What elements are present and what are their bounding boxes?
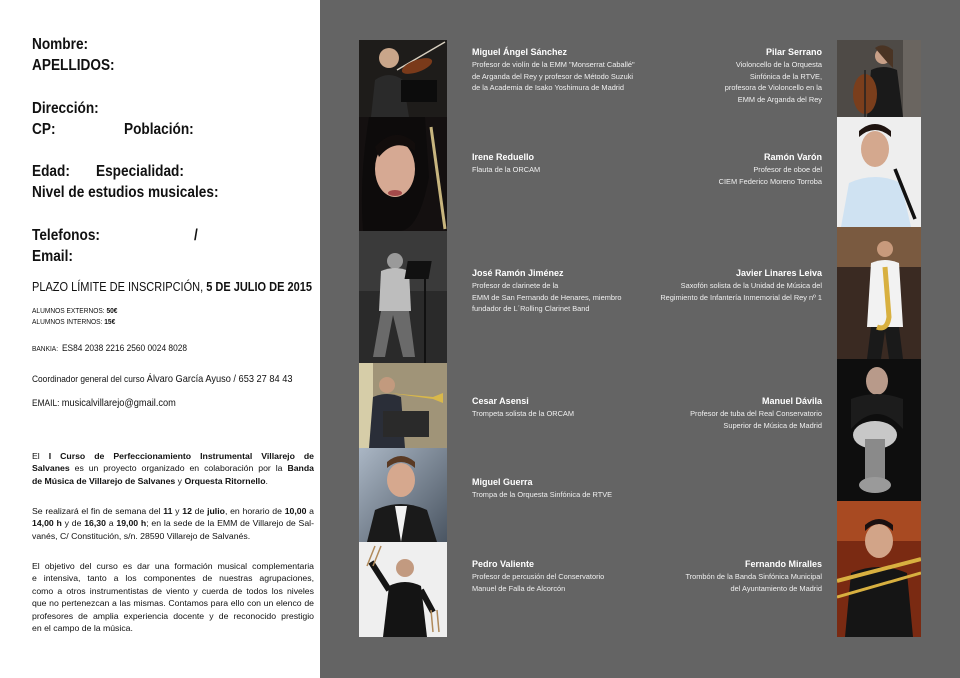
fee-internos-label: ALUMNOS INTERNOS: xyxy=(32,317,103,326)
teacher-description: Saxofón solista de la Unidad de Música del Regimiento de Infantería Inmemorial del Rey nº 1 xyxy=(660,281,822,302)
paragraph-schedule: Se realizará el fin de semana del 11 y 12 de julio, en horario de 10,00 a 14,00 h y de 16,30 a 19,00 h; en la sede de la EMM de Villarejo de Sal- vanés, C/ Constitución, s/n. 28590 Villarejo de Salvanés. xyxy=(32,506,315,541)
coordinator-label: Coordinador general del curso xyxy=(32,374,145,385)
photo-pilar-serrano xyxy=(837,40,921,117)
teacher-description: Profesor de oboe del CIEM Federico Moreno Torroba xyxy=(718,165,822,186)
direccion-label: Dirección: xyxy=(32,100,99,117)
photo-miguel-guerra xyxy=(359,448,447,542)
photo-javier-linares-leiva xyxy=(837,227,921,359)
teacher-description: Violoncello de la Orquesta Sinfónica de la RTVE, profesora de Violoncello en la EMM de Arganda del Rey xyxy=(724,60,822,104)
deadline-line xyxy=(32,280,312,294)
fee-internos xyxy=(32,317,115,326)
paragraph-organization: El I Curso de Perfeccionamiento Instrumental Villarejo de Salvanes es un proyecto organizado en colaboración por la Banda de Música de Villarejo de Salvanes y Orquesta Ritornello. xyxy=(32,451,315,486)
nivel-estudios-label: Nivel de estudios musicales: xyxy=(32,184,219,201)
teacher-name: Fernando Miralles xyxy=(744,559,822,569)
photo-miguel-angel-sanchez xyxy=(359,40,447,117)
photo-cesar-asensi xyxy=(359,363,447,448)
teachers-panel xyxy=(320,0,960,678)
teacher-description: Trombón de la Banda Sinfónica Municipal del Ayuntamiento de Madrid xyxy=(685,572,822,593)
email-label: Email: xyxy=(32,248,73,265)
photo-irene-reduello xyxy=(359,117,447,231)
cp-label: CP: xyxy=(32,121,56,138)
contact-email-value[interactable]: musicalvillarejo@gmail.com xyxy=(61,397,176,409)
registration-panel xyxy=(0,0,320,678)
teacher-description: Trompeta solista de la ORCAM xyxy=(472,409,574,418)
teacher-name: Javier Linares Leiva xyxy=(735,268,822,278)
deadline-date: 5 DE JULIO DE 2015 xyxy=(206,280,312,294)
deadline-label: PLAZO LÍMITE DE INSCRIPCIÓN, xyxy=(32,280,204,294)
photo-fernando-miralles xyxy=(837,501,921,637)
teacher-name: José Ramón Jiménez xyxy=(472,268,564,278)
teacher-name: Pedro Valiente xyxy=(472,559,535,569)
teacher-description: Profesor de clarinete de la EMM de San Fernando de Henares, miembro fundador de L´Rolling Clarinet Band xyxy=(472,281,622,313)
contact-email-line xyxy=(32,397,176,409)
fee-internos-value: 15€ xyxy=(104,317,116,326)
teacher-description: Flauta de la ORCAM xyxy=(472,165,541,174)
fee-externos xyxy=(32,306,117,315)
fee-externos-value: 50€ xyxy=(106,306,118,315)
photo-manuel-davila xyxy=(837,359,921,501)
photo-ramon-varon xyxy=(837,117,921,227)
apellidos-label: APELLIDOS: xyxy=(32,57,115,74)
teacher-description: Profesor de violín de la EMM "Monserrat Caballé" de Arganda del Rey y profesor de Método Suzuki de la Academia de Isako Yoshimura de Madrid xyxy=(472,60,635,92)
teacher-name: Irene Reduello xyxy=(472,152,535,162)
teacher-name: Pilar Serrano xyxy=(765,47,822,57)
coordinator-line xyxy=(32,373,293,385)
teacher-description: Profesor de tuba del Real Conservatorio Superior de Música de Madrid xyxy=(690,409,822,430)
nombre-label: Nombre: xyxy=(32,36,89,53)
paragraph-objective: El objetivo del curso es dar una formación musical complementaria e intensiva, tanto a los componentes de nuestras agrupaciones, como a otros instrumentistas de viento y cuerda de todos los niveles que no pertenezcan a las mismas. Contamos para ello con un elenco de profesores de amplia experiencia docente y de reconocido prestigio en el campo de la música. xyxy=(32,561,314,634)
teacher-name: Miguel Ángel Sánchez xyxy=(472,47,568,57)
teacher-name: Ramón Varón xyxy=(763,152,822,162)
coordinator-name: Álvaro García Ayuso / 653 27 84 43 xyxy=(146,373,293,385)
especialidad-label: Especialidad: xyxy=(96,163,184,180)
bank-label: BANKIA: xyxy=(32,344,59,353)
teacher-name: Manuel Dávila xyxy=(761,396,822,406)
fee-externos-label: ALUMNOS EXTERNOS: xyxy=(32,306,105,315)
teacher-name: Cesar Asensi xyxy=(472,396,529,406)
photo-pedro-valiente xyxy=(359,542,447,637)
bank-line xyxy=(32,338,187,356)
telefonos-label: Telefonos: xyxy=(32,227,100,244)
teacher-description: Trompa de la Orquesta Sinfónica de RTVE xyxy=(472,490,613,499)
poblacion-label: Población: xyxy=(124,121,194,138)
teacher-name: Miguel Guerra xyxy=(472,477,533,487)
photo-jose-ramon-jimenez xyxy=(359,231,447,363)
bank-iban: ES84 2038 2216 2560 0024 8028 xyxy=(61,343,188,354)
teacher-description: Profesor de percusión del Conservatorio Manuel de Falla de Alcorcón xyxy=(472,572,605,593)
edad-label: Edad: xyxy=(32,163,70,180)
contact-email-label: EMAIL: xyxy=(32,398,60,409)
telefonos-separator: / xyxy=(194,227,198,244)
